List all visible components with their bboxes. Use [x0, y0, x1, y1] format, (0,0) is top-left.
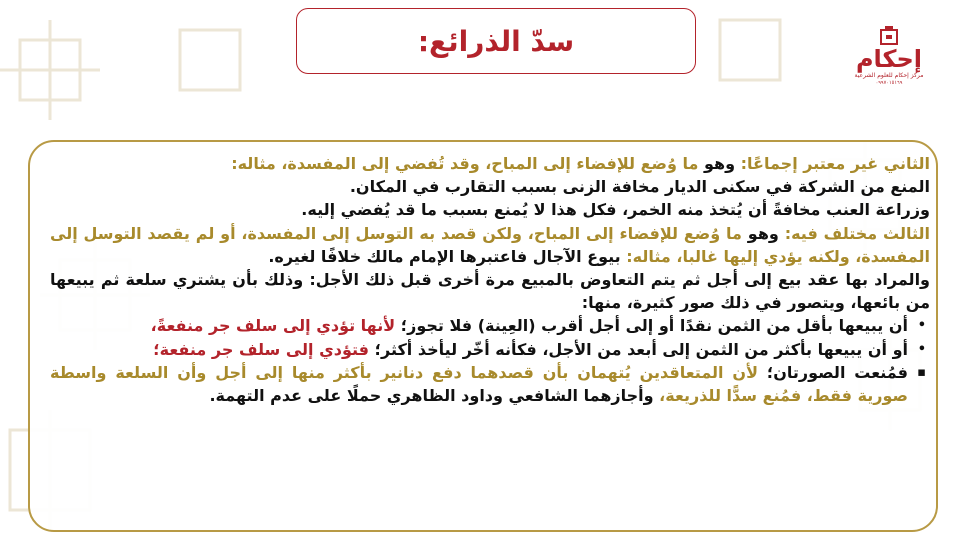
para1-example2: وزراعة العنب مخافةً أن يُتخذ منه الخمر، فكل هذا لا يُمنع بسبب ما قد يُفضي إليه.: [301, 200, 930, 220]
list-item: • أن يبيعها بأقل من الثمن نقدًا أو إلى أجل أقرب (العِينة) فلا تجوز؛ لأنها تؤدي إلى سلف جر منفعةً،: [50, 314, 930, 337]
para2-example-label: مثاله:: [626, 246, 671, 266]
para2-text1: وهو: [741, 223, 785, 243]
para-third-type: [50, 222, 930, 268]
slide-title-box: [296, 8, 696, 74]
para1-heading: الثاني غير معتبر إجماعًا:: [740, 154, 930, 173]
para1-emph: ما وُضع للإفضاء إلى المباح، وقد تُفضي إلى المفسدة،: [281, 154, 699, 173]
list-item: ▪ فمُنعت الصورتان؛ لأن المتعاقدين يُتهمان بأن قصدهما دفع دنانير بأكثر منها إلى أجل وأن السلعة واسطة صورية فقط، فمُنع سدًّا للذريعة، وأجازهما الشافعي وداود الظاهري حملًا على عدم التهمة.: [50, 362, 926, 406]
logo-tagline: مركز إحكام للعلوم الشرعية: [854, 72, 924, 79]
logo-emblem-icon: [880, 26, 898, 46]
forms-list: [50, 314, 930, 407]
brand-logo: [843, 26, 935, 96]
bullet-marker: ▪: [917, 364, 926, 380]
para-second-type: [50, 152, 930, 175]
bullet-emph: لأن المتعاقدين يُتهمان بأن قصدهما دفع دنانير بأكثر منها إلى أجل وأن السلعة واسطة صورية فقط، فمُنع سدًّا للذريعة،: [50, 362, 908, 406]
para1-example-label: مثاله:: [231, 154, 276, 173]
para2-text3: بيوع الآجال فاعتبرها الإمام مالك خلافًا لغيره.: [268, 246, 627, 266]
bullet-emph: فتؤدي إلى سلف جر منفعة؛: [153, 339, 370, 359]
slide-title: سدّ الذرائع:: [417, 24, 575, 58]
para2-emph: ما وُضع للإفضاء إلى المباح، ولكن قصد به التوسل إلى المفسدة، أو لم يقصد التوسل إلى المفسدة، ولكنه يؤدي إليها غالبا،: [50, 223, 930, 266]
para2-heading: الثالث مختلف فيه:: [784, 223, 931, 243]
list-item: • أو أن يبيعها بأكثر من الثمن إلى أبعد من الأجل، فكأنه أخّر ليأخذ أكثر؛ فتؤدي إلى سلف جر منفعة؛: [50, 338, 930, 361]
bullet-emph: لأنها تؤدي إلى سلف جر منفعةً،: [150, 316, 396, 336]
content-body: [50, 152, 930, 407]
para1-text1: وهو: [698, 154, 741, 173]
para1-example1: المنع من الشركة في سكنى الديار مخافة الزنى بسبب التقارب في المكان.: [349, 177, 930, 197]
para-definition: والمراد بها عقد بيع إلى أجل ثم يتم التعاوض بالمبيع مرة أخرى قبل ذلك الأجل: وذلك بأن يشتري سلعة ثم يبيعها من بائعها، ويتصور في ذلك صور كثيرة، منها:: [50, 270, 930, 313]
bullet-marker: •: [917, 318, 926, 334]
logo-phone: ٠٩٩٧٠١٥١٦٩: [875, 80, 903, 86]
logo-name: إحكام: [855, 45, 923, 73]
bullet-marker: •: [917, 341, 926, 357]
